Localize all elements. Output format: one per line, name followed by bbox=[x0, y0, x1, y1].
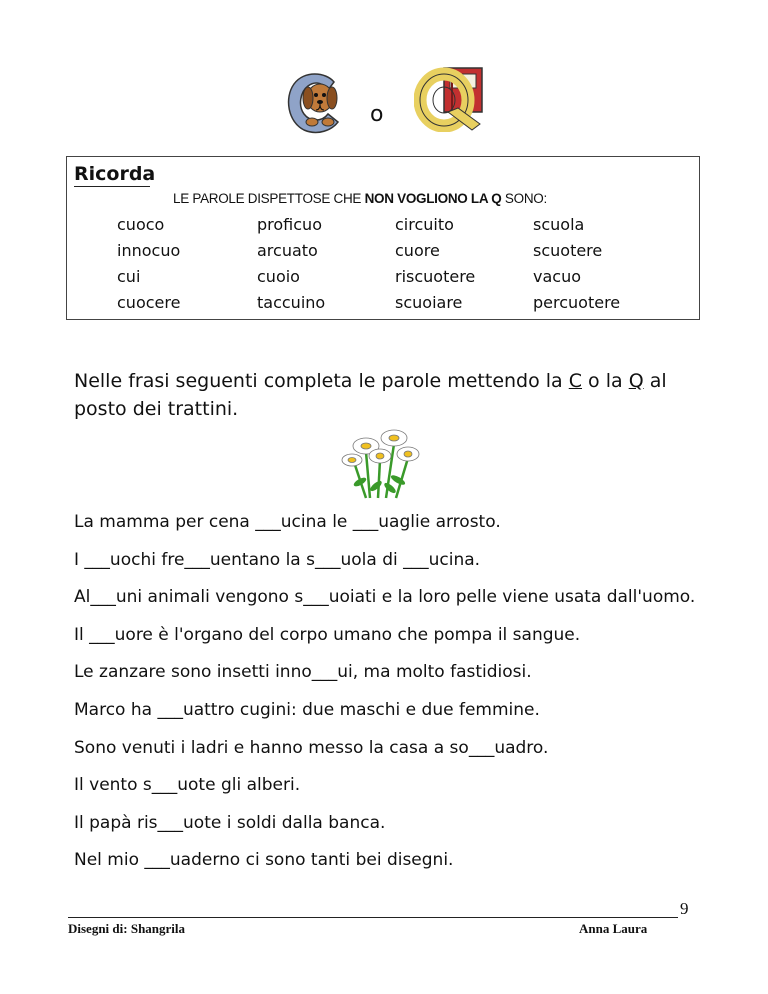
exercise-sentences bbox=[74, 512, 734, 888]
exercise-sentence: Al___uni animali vengono s___uoiati e la loro pelle viene usata dall'uomo. bbox=[74, 587, 696, 608]
page-number: 9 bbox=[680, 899, 689, 918]
ricorda-box bbox=[66, 156, 700, 320]
footer-author: Anna Laura bbox=[579, 921, 648, 936]
exercise-sentence: Marco ha ___uattro cugini: due maschi e due femmine. bbox=[74, 699, 540, 720]
word: scuotere bbox=[533, 241, 603, 260]
word: scuola bbox=[533, 215, 585, 234]
instruction-letter-q: Q bbox=[628, 370, 644, 392]
exercise-sentence: Nel mio ___uaderno ci sono tanti bei disegni. bbox=[74, 850, 454, 871]
word: vacuo bbox=[533, 267, 581, 286]
word-row bbox=[117, 215, 677, 241]
instruction-part2: o la bbox=[582, 370, 629, 392]
exercise-sentence: Le zanzare sono insetti inno___ui, ma molto fastidiosi. bbox=[74, 662, 532, 683]
ricorda-title-underline bbox=[74, 186, 150, 187]
instruction-letter-c: C bbox=[568, 370, 583, 392]
word: scuoiare bbox=[395, 293, 463, 312]
footer-credits: Disegni di: Shangrila bbox=[68, 921, 186, 936]
header-pictures bbox=[276, 62, 516, 142]
word: arcuato bbox=[257, 241, 318, 260]
letter-q-book-illustration bbox=[414, 66, 488, 132]
exercise-instruction bbox=[74, 367, 714, 423]
exercise-sentence: La mamma per cena ___ucina le ___uaglie arrosto. bbox=[74, 512, 501, 532]
word: cuocere bbox=[117, 293, 181, 312]
word: riscuotere bbox=[395, 267, 476, 286]
exercise-sentence: I ___uochi fre___uentano la s___uola di ___ucina. bbox=[74, 549, 481, 570]
word: innocuo bbox=[117, 241, 181, 260]
conjunction-o: o bbox=[370, 102, 384, 127]
word: taccuino bbox=[257, 293, 326, 312]
exercise-sentence: Sono venuti i ladri e hanno messo la casa a so___uadro. bbox=[74, 737, 549, 758]
footer-divider bbox=[68, 917, 678, 918]
word-grid bbox=[117, 215, 677, 319]
word: percuotere bbox=[533, 293, 621, 312]
exercise-sentence: Il vento s___uote gli alberi. bbox=[74, 775, 301, 796]
ricorda-subtitle bbox=[173, 191, 547, 206]
letter-c-dog-illustration bbox=[282, 68, 346, 134]
word: cuore bbox=[395, 241, 440, 260]
instruction-part1: Nelle frasi seguenti completa le parole mettendo la bbox=[74, 370, 569, 392]
exercise-sentence: Il ___uore è l'organo del corpo umano che pompa il sangue. bbox=[74, 624, 581, 645]
word-row bbox=[117, 293, 677, 319]
ricorda-subtitle-part2: SONO: bbox=[501, 191, 547, 206]
word: cui bbox=[117, 267, 141, 286]
word: cuoio bbox=[257, 267, 300, 286]
ricorda-title: Ricorda bbox=[74, 163, 156, 185]
word-row bbox=[117, 241, 677, 267]
ricorda-subtitle-bold: NON VOGLIONO LA Q bbox=[364, 191, 502, 206]
word: circuito bbox=[395, 215, 454, 234]
exercise-sentence: Il papà ris___uote i soldi dalla banca. bbox=[74, 812, 386, 833]
word: cuoco bbox=[117, 215, 165, 234]
instruction-part3: al posto dei trattini. bbox=[74, 370, 667, 420]
ricorda-subtitle-part1: LE PAROLE DISPETTOSE CHE bbox=[173, 191, 365, 206]
daisy-flowers-illustration bbox=[336, 422, 424, 500]
word: proficuo bbox=[257, 215, 322, 234]
word-row bbox=[117, 267, 677, 293]
